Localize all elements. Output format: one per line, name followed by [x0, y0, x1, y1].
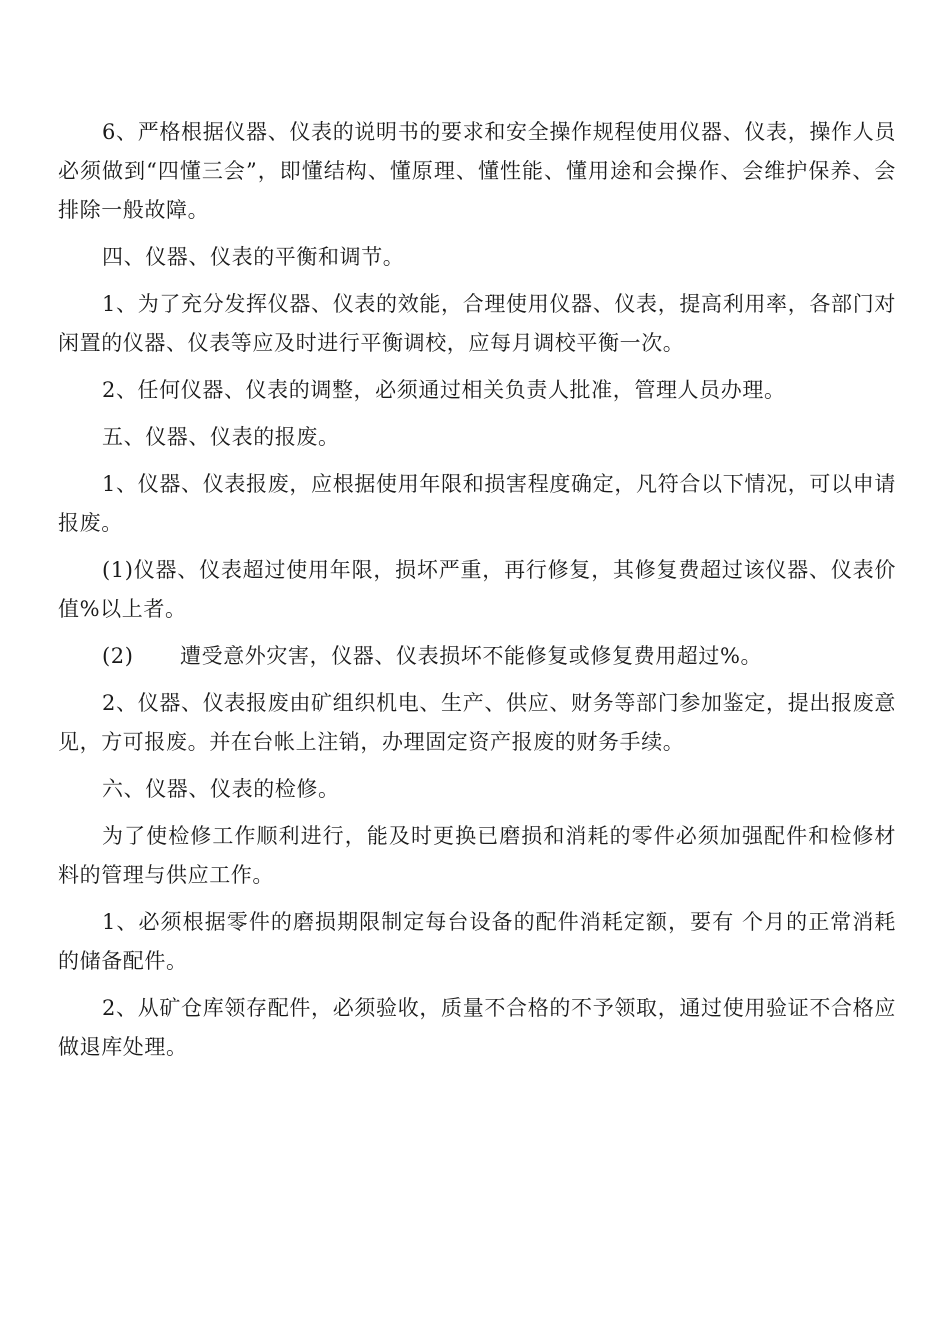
paragraph-scrapping-item-2 — [58, 637, 896, 676]
paragraph-scrapping-2: 2、仪器、仪表报废由矿组织机电、生产、供应、财务等部门参加鉴定，提出报废意见，方可报废。并在台帐上注销，办理固定资产报废的财务手续。 — [58, 691, 896, 754]
document-page — [58, 113, 896, 1075]
item-text: 遭受意外灾害，仪器、仪表损坏不能修复或修复费用超过%。 — [180, 644, 763, 668]
paragraph-maintenance-intro: 为了使检修工作顺利进行，能及时更换已磨损和消耗的零件必须加强配件和检修材料的管理与供应工作。 — [58, 824, 896, 887]
section-heading-scrapping: 五、仪器、仪表的报废。 — [102, 425, 340, 449]
section-heading-balance-adjustment: 四、仪器、仪表的平衡和调节。 — [102, 245, 405, 269]
paragraph-maintenance-1: 1、必须根据零件的磨损期限制定每台设备的配件消耗定额，要有 个月的正常消耗的储备配件。 — [58, 910, 896, 973]
paragraph-balance-1: 1、为了充分发挥仪器、仪表的效能，合理使用仪器、仪表，提高利用率，各部门对闲置的仪器、仪表等应及时进行平衡调校，应每月调校平衡一次。 — [58, 292, 896, 355]
section-heading-maintenance: 六、仪器、仪表的检修。 — [102, 777, 340, 801]
paragraph-scrapping-1: 1、仪器、仪表报废，应根据使用年限和损害程度确定，凡符合以下情况，可以申请报废。 — [58, 472, 896, 535]
paragraph-scrapping-item-1: (1)仪器、仪表超过使用年限，损坏严重，再行修复，其修复费超过该仪器、仪表价值%以上者。 — [58, 558, 896, 621]
item-number: (2) — [102, 644, 134, 668]
paragraph-balance-2: 2、任何仪器、仪表的调整，必须通过相关负责人批准，管理人员办理。 — [102, 378, 786, 402]
paragraph-maintenance-2: 2、从矿仓库领存配件，必须验收，质量不合格的不予领取，通过使用验证不合格应做退库处理。 — [58, 996, 896, 1059]
paragraph-rule-6: 6、严格根据仪器、仪表的说明书的要求和安全操作规程使用仪器、仪表，操作人员必须做到“四懂三会”，即懂结构、懂原理、懂性能、懂用途和会操作、会维护保养、会排除一般故障。 — [58, 120, 896, 222]
